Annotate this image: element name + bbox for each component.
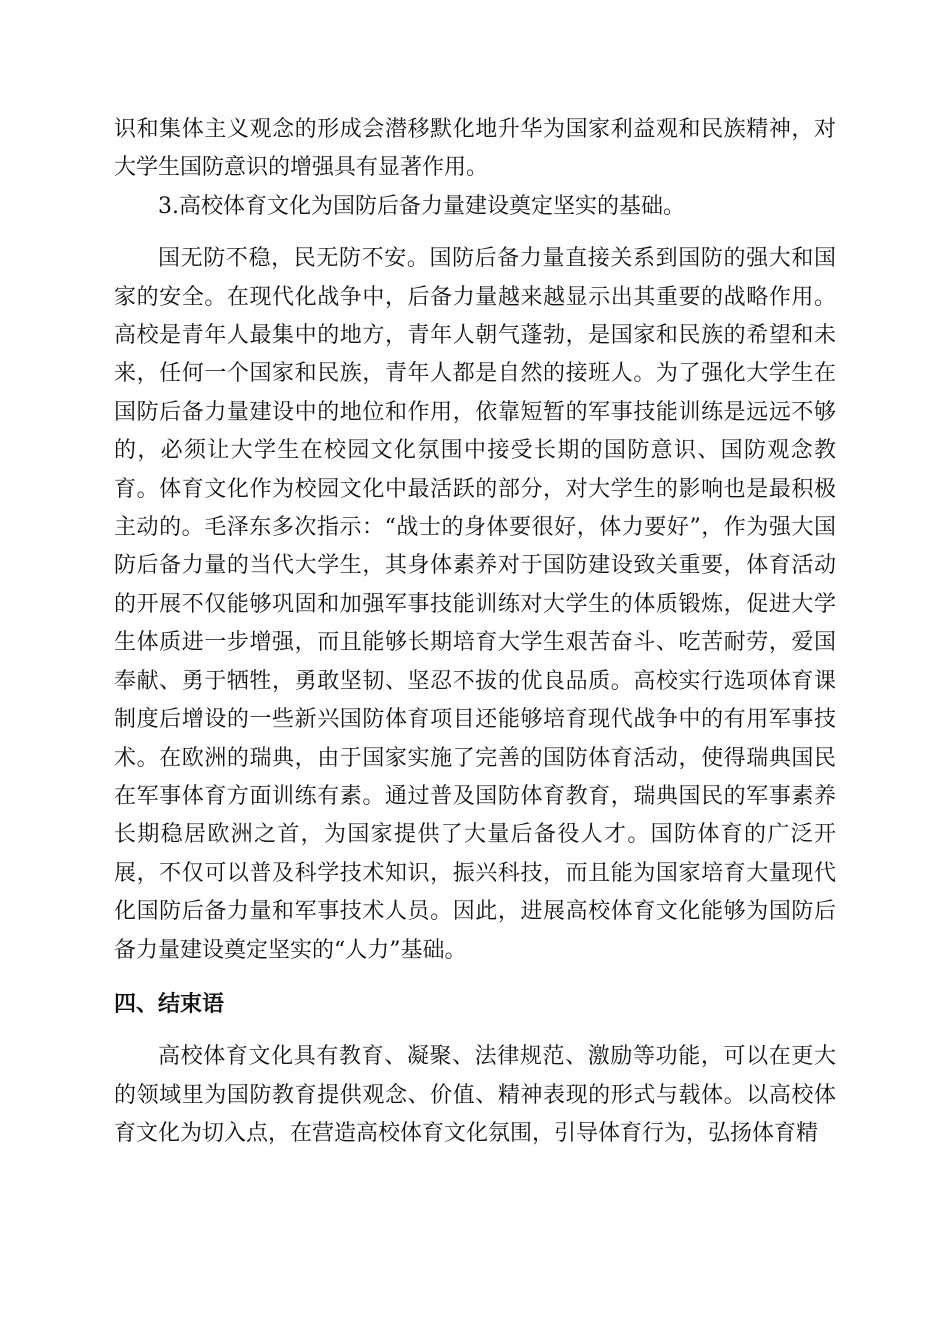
section-heading-conclusion: 四、结束语 <box>114 991 225 1017</box>
section-subheading: 3.高校体育文化为国防后备力量建设奠定坚实的基础。 <box>158 193 685 219</box>
paragraph-national-defense-reserve: 国无防不稳，民无防不安。国防后备力量直接关系到国防的强大和国家的安全。在现代化战争中，后备力量越来越显示出其重要的战略作用。高校是青年人最集中的地方，青年人朝气蓬勃，是国家和民族的希望和未来，任何一个国家和民族，青年人都是自然的接班人。为了强化大学生在国防后备力量建设中的地位和作用，依靠短暂的军事技能训练是远远不够的，必须让大学生在校园文化氛围中接受长期的国防意识、国防观念教育。体育文化作为校园文化中最活跃的部分，对大学生的影响也是最积极主动的。毛泽东多次指示：“战士的身体要很好，体力要好”，作为强大国防后备力量的当代大学生，其身体素养对于国防建设致关重要，体育活动的开展不仅能够巩固和加强军事技能训练对大学生的体质锻炼，促进大学生体质进一步增强，而且能够长期培育大学生艰苦奋斗、吃苦耐劳，爱国奉献、勇于牺牲，勇敢坚韧、坚忍不拔的优良品质。高校实行选项体育课制度后增设的一些新兴国防体育项目还能够培育现代战争中的有用军事技术。在欧洲的瑞典，由于国家实施了完善的国防体育活动，使得瑞典国民在军事体育方面训练有素。通过普及国防体育教育，瑞典国民的军事素养长期稳居欧洲之首，为国家提供了大量后备役人才。国防体育的广泛开展，不仅可以普及科学技术知识，振兴科技，而且能为国家培育大量现代化国防后备力量和军事技术人员。因此，进展高校体育文化能够为国防后备力量建设奠定坚实的“人力”基础。 <box>114 246 836 963</box>
paragraph-conclusion: 高校体育文化具有教育、凝聚、法律规范、激励等功能，可以在更大的领域里为国防教育提供观念、价值、精神表现的形式与载体。以高校体育文化为切入点，在营造高校体育文化氛围，引导体育行为，弘扬体育精 <box>114 1044 836 1147</box>
document-body <box>114 111 836 1154</box>
paragraph-continuation: 识和集体主义观念的形成会潜移默化地升华为国家利益观和民族精神，对大学生国防意识的增强具有显著作用。 <box>114 117 836 181</box>
